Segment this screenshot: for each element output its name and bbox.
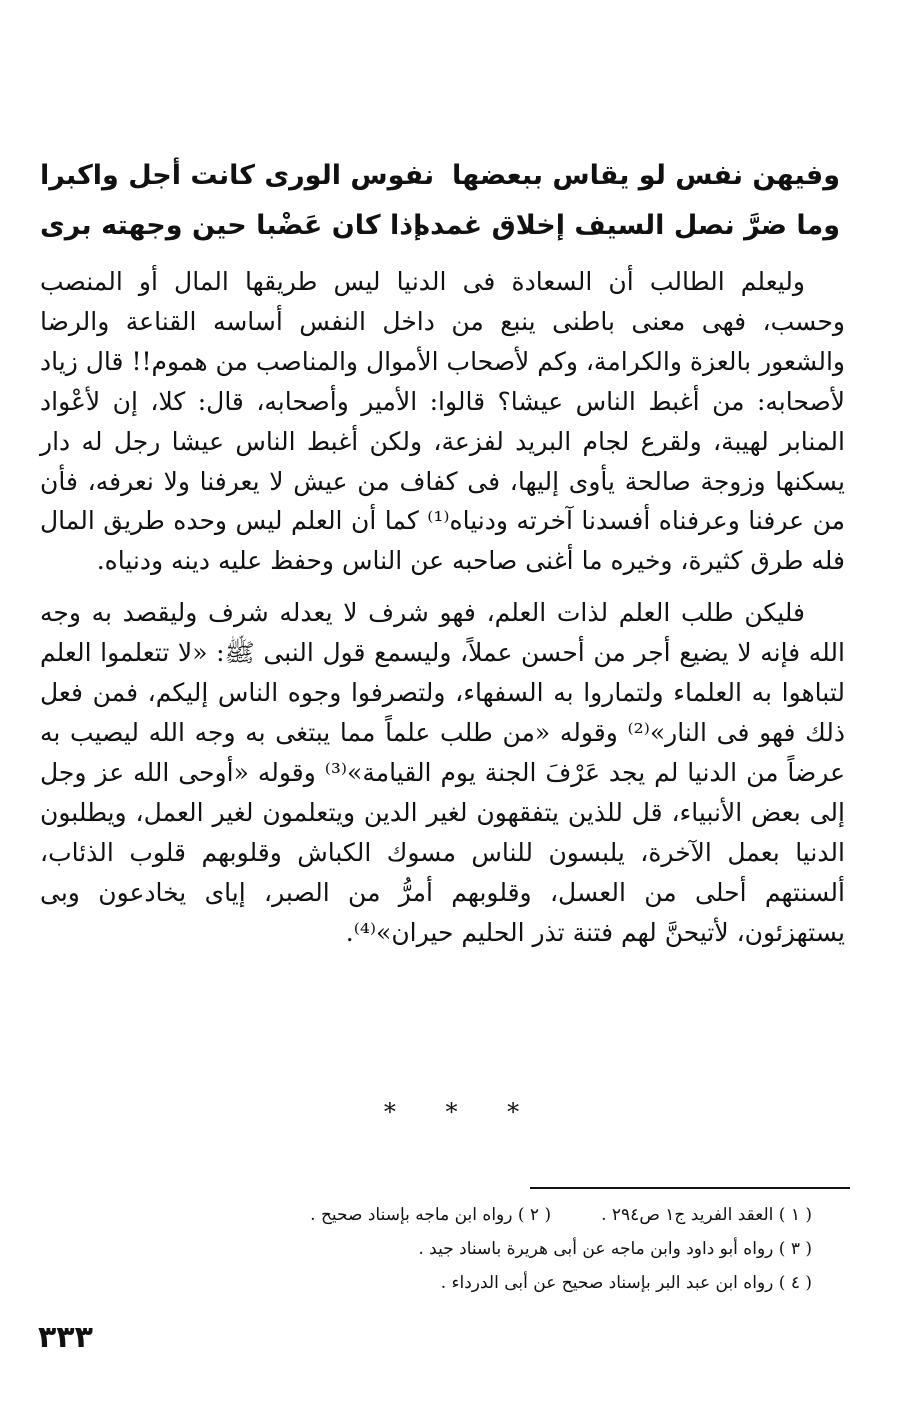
footnote-2: ( ٢ ) رواه ابن ماجه بإسناد صحيح .	[310, 1205, 552, 1225]
verse-second-hemistich: إذا كان عَضْبا حين وجهته برى	[40, 209, 423, 241]
footnote-1: ( ١ ) العقد الفريد ج١ ص٢٩٤ .	[601, 1205, 812, 1225]
page-number: ٣٣٣	[38, 1320, 93, 1355]
separator-star: *	[383, 1098, 396, 1126]
section-separator	[0, 1098, 903, 1126]
footnote-divider	[530, 1187, 850, 1189]
paragraph-happiness: وليعلم الطالب أن السعادة فى الدنيا ليس طريقها المال أو المنصب وحسب، فهى معنى باطنى ينبع من داخل النفس أساسه القناعة والرضا والشعور بالعزة والكرامة، وكم لأصحاب الأموال والمناصب من هموم!! قال زياد لأصحابه: من أغبط الناس عيشا؟ قالوا: الأمير وأصحابه، قال: كلا، إن لأعْواد المنابر لهيبة، ولقرع لجام البريد لفزعة، ولكن أغبط الناس عيشا رجل له دار يسكنها وزوجة صالحة يأوى إليها، فى كفاف من عيش لا يعرفنا ولا نعرفه، فأن من عرفنا وعرفناه أفسدنا آخرته ودنياه⁽¹⁾ كما أن العلم ليس وحده طريق المال فله طرق كثيرة، وخيره ما أغنى صاحبه عن الناس وحفظ عليه دينه ودنياه.	[40, 267, 845, 576]
body-text	[40, 262, 845, 952]
footnote-row	[40, 1198, 812, 1232]
separator-star: *	[445, 1098, 458, 1126]
footnote-4: ( ٤ ) رواه ابن عبد البر بإسناد صحيح عن أبى الدرداء .	[440, 1273, 812, 1293]
verse-second-hemistich: نفوس الورى كانت أجل واكبرا	[40, 159, 435, 191]
poem-block	[40, 150, 840, 250]
paragraph-seeking-knowledge: فليكن طلب العلم لذات العلم، فهو شرف لا يعدله شرف وليقصد به وجه الله فإنه لا يضيع أجر من أحسن عملاً، وليسمع قول النبى ﷺ: «لا تتعلموا العلم لتباهوا به العلماء ولتماروا به السفهاء، ولتصرفوا وجوه الناس إليكم، فمن فعل ذلك فهو فى النار»⁽²⁾ وقوله «من طلب علماً مما يبتغى به وجه الله ليصيب به عرضاً من الدنيا لم يجد عَرْفَ الجنة يوم القيامة»⁽³⁾ وقوله «أوحى الله عز وجل إلى بعض الأنبياء، قل للذين يتفقهون لغير الدين ويتعلمون لغير العمل، ويطلبون الدنيا بعمل الآخرة، يلبسون للناس مسوك الكباش وقلوبهم قلوب الذئاب، ألسنتهم أحلى من العسل، وقلوبهم أمرُّ من الصبر، إياى يخادعون وبى يستهزئون، لأتيحنَّ لهم فتنة تذر الحليم حيران»⁽⁴⁾.	[40, 598, 845, 947]
poem-verse	[40, 200, 840, 250]
footnotes	[40, 1198, 812, 1300]
poem-verse	[40, 150, 840, 200]
verse-first-hemistich: وما ضرَّ نصل السيف إخلاق غمده	[414, 209, 840, 241]
footnote-3: ( ٣ ) رواه أبو داود وابن ماجه عن أبى هريرة باسناد جيد .	[418, 1239, 812, 1259]
separator-star: *	[507, 1098, 520, 1126]
verse-first-hemistich: وفيهن نفس لو يقاس ببعضها	[452, 159, 840, 191]
